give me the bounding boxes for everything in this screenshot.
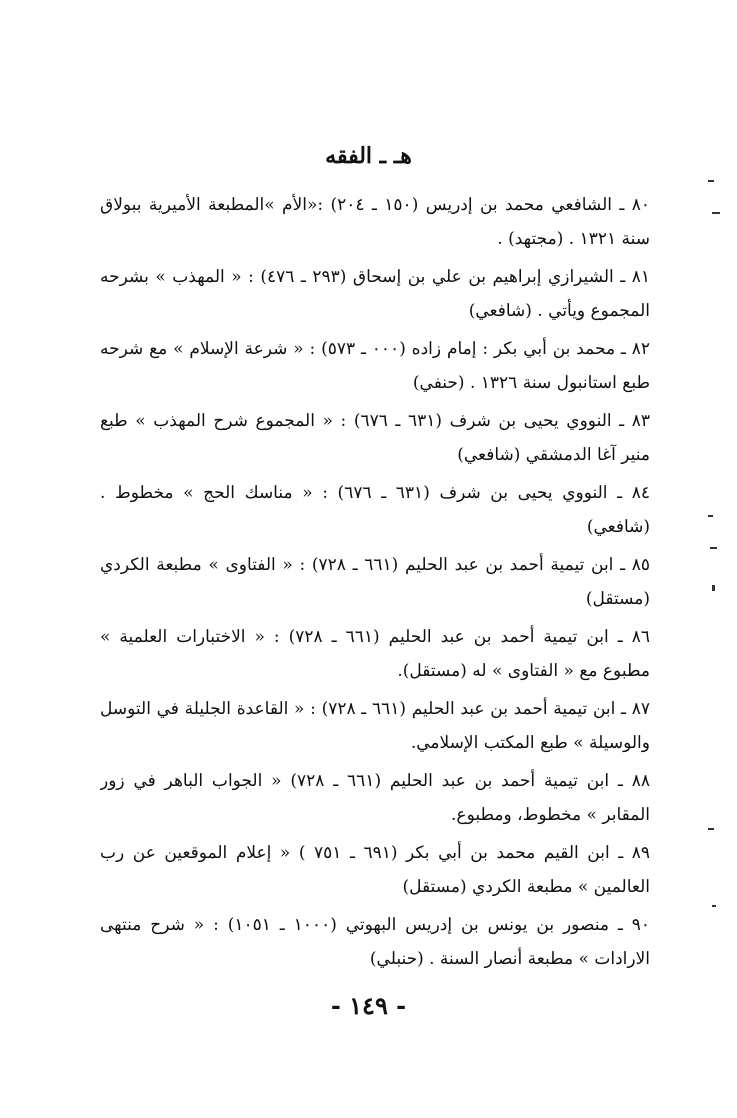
section-title: هـ ـ الفقه [325, 143, 412, 169]
list-item [100, 692, 650, 764]
entry-line: الارادات » مطبعة أنصار السنة . (حنبلي) [369, 949, 650, 969]
entry-line: ٨١ ـ الشيرازي إبراهيم بن علي بن إسحاق (٢٩٣ ـ ٤٧٦) : « المهذب » بشرحه [100, 267, 650, 287]
entry-line: منير آغا الدمشقي (شافعي) [457, 445, 650, 465]
list-item [100, 908, 650, 980]
entry-line: طبع استانبول سنة ١٣٢٦ . (حنفي) [412, 373, 650, 393]
entry-line: مطبوع مع « الفتاوى » له (مستقل). [397, 661, 650, 681]
scan-speck [712, 905, 716, 907]
entry-line: ٨٠ ـ الشافعي محمد بن إدريس (١٥٠ ـ ٢٠٤) :«الأم »المطبعة الأميرية ببولاق [100, 195, 650, 215]
entry-line: (شافعي) [586, 517, 650, 537]
entry-line: ٩٠ ـ منصور بن يونس بن إدريس البهوتي (١٠٠٠ ـ ١٠٥١) : « شرح منتهى [100, 915, 650, 935]
list-item [100, 404, 650, 476]
entry-line: سنة ١٣٢١ . (مجتهد) . [497, 229, 650, 249]
entry-line: ٨٤ ـ النووي يحيى بن شرف (٦٣١ ـ ٦٧٦) : « مناسك الحج » مخطوط . [100, 483, 650, 503]
entry-line: والوسيلة » طبع المكتب الإسلامي. [410, 733, 650, 753]
list-item [100, 188, 650, 260]
scan-speck [712, 212, 720, 214]
entry-line: ٨٨ ـ ابن تيمية أحمد بن عبد الحليم (٦٦١ ـ ٧٢٨) « الجواب الباهر في زور [100, 771, 650, 791]
scan-speck [708, 515, 713, 517]
page-number: - ١٤٩ - [330, 991, 407, 1020]
list-item [100, 764, 650, 836]
scan-speck [710, 547, 717, 549]
list-item [100, 332, 650, 404]
entry-line: المقابر » مخطوط، ومطبوع. [451, 805, 650, 825]
entry-line: ٨٩ ـ ابن القيم محمد بن أبي بكر (٦٩١ ـ ٧٥١ ) « إعلام الموقعين عن رب [100, 843, 650, 863]
list-item [100, 836, 650, 908]
entry-list [100, 188, 650, 980]
list-item [100, 260, 650, 332]
scan-speck [708, 828, 714, 830]
entry-line: ٨٥ ـ ابن تيمية أحمد بن عبد الحليم (٦٦١ ـ ٧٢٨) : « الفتاوى » مطبعة الكردي [100, 555, 650, 575]
entry-line: العالمين » مطبعة الكردي (مستقل) [402, 877, 650, 897]
entry-line: ٨٢ ـ محمد بن أبي بكر : إمام زاده (٠٠٠ ـ ٥٧٣) : « شرعة الإسلام » مع شرحه [100, 339, 650, 359]
entry-line: ٨٦ ـ ابن تيمية أحمد بن عبد الحليم (٦٦١ ـ ٧٢٨) : « الاختبارات العلمية » [100, 627, 650, 647]
entry-line: ٨٧ ـ ابن تيمية أحمد بن عبد الحليم (٦٦١ ـ ٧٢٨) : « القاعدة الجليلة في التوسل [100, 699, 650, 719]
scan-speck [712, 585, 715, 591]
list-item [100, 620, 650, 692]
list-item [100, 548, 650, 620]
entry-line: (مستقل) [585, 589, 650, 609]
list-item [100, 476, 650, 548]
entry-line: المجموع ويأتي . (شافعي) [468, 301, 650, 321]
entry-line: ٨٣ ـ النووي يحيى بن شرف (٦٣١ ـ ٦٧٦) : « المجموع شرح المهذب » طبع [100, 411, 650, 431]
scan-speck [708, 180, 714, 182]
